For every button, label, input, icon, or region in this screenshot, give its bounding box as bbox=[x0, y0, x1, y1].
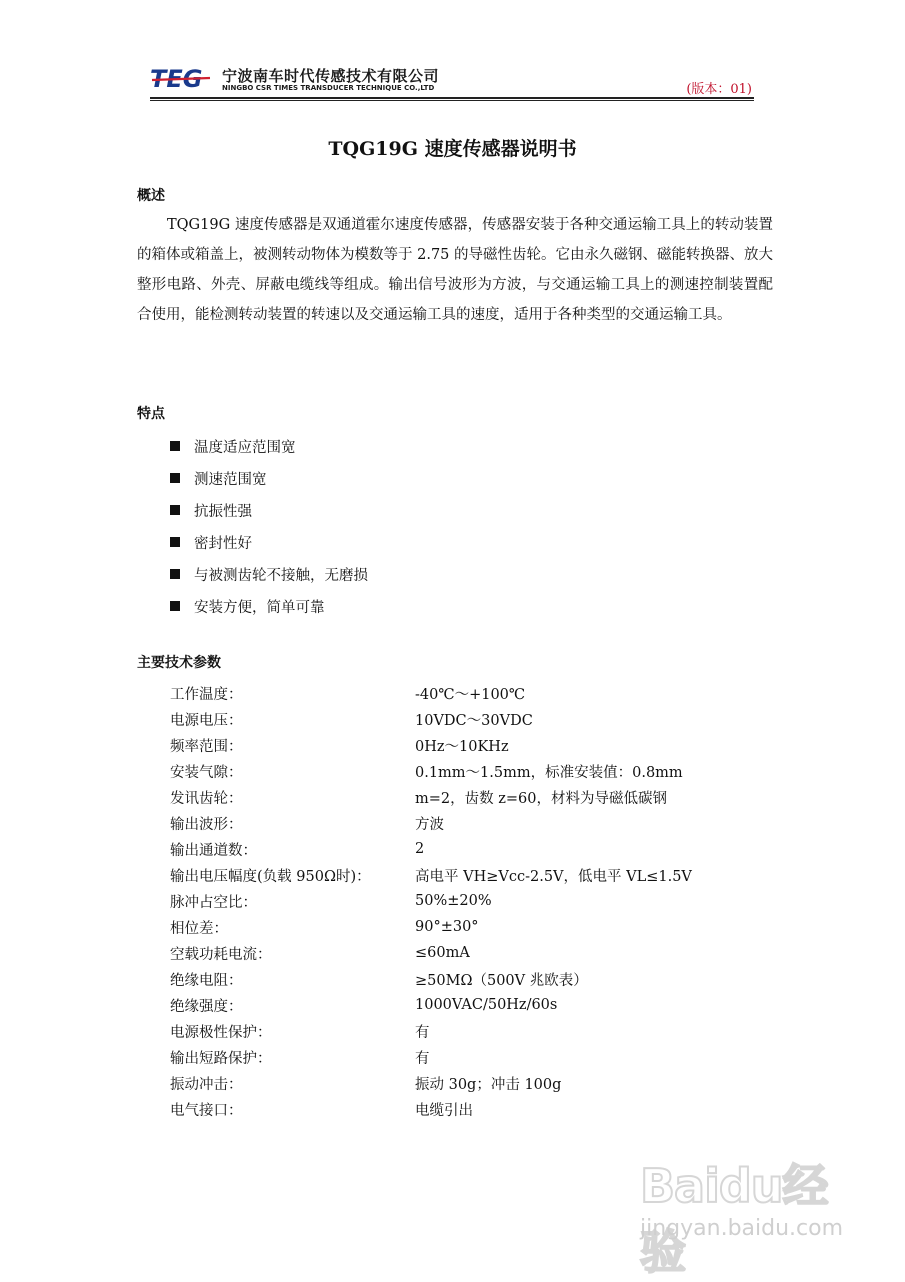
parameter-row bbox=[170, 1018, 692, 1044]
parameter-label: 工作温度： bbox=[170, 686, 243, 703]
parameter-label: 发讯齿轮： bbox=[170, 790, 243, 807]
bullet-square-icon bbox=[170, 441, 180, 451]
bullet-square-icon bbox=[170, 569, 180, 579]
watermark-brand: Baidu经验 bbox=[640, 1159, 828, 1279]
parameter-value: 90°±30° bbox=[415, 919, 479, 935]
parameter-value: 50%±20% bbox=[415, 893, 492, 909]
parameter-label: 安装气隙： bbox=[170, 764, 243, 781]
parameter-label: 输出通道数： bbox=[170, 842, 257, 859]
feature-text: 安装方便，简单可靠 bbox=[194, 599, 325, 616]
parameter-label: 绝缘强度： bbox=[170, 998, 243, 1015]
feature-text: 温度适应范围宽 bbox=[194, 439, 296, 456]
parameter-value: 方波 bbox=[415, 816, 444, 833]
bullet-square-icon bbox=[170, 537, 180, 547]
company-name-cn: 宁波南车时代传感技术有限公司 bbox=[222, 67, 440, 85]
parameter-table bbox=[170, 680, 692, 1122]
parameter-row bbox=[170, 888, 692, 914]
watermark-url: jingyan.baidu.com bbox=[640, 1216, 844, 1241]
feature-item bbox=[170, 430, 368, 462]
parameter-row bbox=[170, 992, 692, 1018]
document-header bbox=[150, 62, 754, 98]
bullet-square-icon bbox=[170, 473, 180, 483]
parameter-value: 高电平 VH≥Vcc-2.5V，低电平 VL≤1.5V bbox=[415, 868, 692, 885]
feature-item bbox=[170, 494, 368, 526]
parameter-label: 空载功耗电流： bbox=[170, 946, 272, 963]
header-divider-thin bbox=[150, 100, 754, 101]
company-name-en: NINGBO CSR TIMES TRANSDUCER TECHNIQUE CO.,LTD bbox=[222, 84, 435, 92]
parameter-row bbox=[170, 836, 692, 862]
parameter-row bbox=[170, 1070, 692, 1096]
parameter-value: -40℃～+100℃ bbox=[415, 686, 526, 703]
feature-list bbox=[170, 430, 368, 622]
parameter-label: 相位差： bbox=[170, 920, 228, 937]
parameter-label: 输出波形： bbox=[170, 816, 243, 833]
parameter-value: 2 bbox=[415, 841, 425, 857]
version-label: (版本：01) bbox=[686, 82, 752, 97]
parameter-label: 频率范围： bbox=[170, 738, 243, 755]
parameter-row bbox=[170, 1096, 692, 1122]
parameter-value: 0.1mm～1.5mm，标准安装值：0.8mm bbox=[415, 764, 683, 781]
parameter-row bbox=[170, 914, 692, 940]
parameter-label: 输出电压幅度(负载 950Ω时)： bbox=[170, 868, 371, 885]
parameter-row bbox=[170, 810, 692, 836]
parameter-row bbox=[170, 862, 692, 888]
parameter-value: 振动 30g；冲击 100g bbox=[415, 1076, 562, 1093]
parameter-value: ≤60mA bbox=[415, 945, 470, 961]
params-heading: 主要技术参数 bbox=[137, 655, 221, 671]
feature-item bbox=[170, 558, 368, 590]
parameter-row bbox=[170, 680, 692, 706]
parameter-label: 脉冲占空比： bbox=[170, 894, 257, 911]
parameter-row bbox=[170, 966, 692, 992]
parameter-value: 电缆引出 bbox=[415, 1102, 473, 1119]
feature-item bbox=[170, 462, 368, 494]
parameter-value: 0Hz～10KHz bbox=[415, 738, 509, 755]
parameter-value: 10VDC～30VDC bbox=[415, 712, 533, 729]
header-divider bbox=[150, 97, 754, 99]
parameter-label: 绝缘电阻： bbox=[170, 972, 243, 989]
feature-text: 密封性好 bbox=[194, 535, 252, 552]
logo-text: TEG bbox=[150, 66, 203, 92]
feature-text: 抗振性强 bbox=[194, 503, 252, 520]
parameter-row bbox=[170, 784, 692, 810]
baidu-watermark bbox=[640, 1150, 860, 1279]
features-heading: 特点 bbox=[137, 406, 165, 422]
feature-item bbox=[170, 526, 368, 558]
parameter-label: 电源电压： bbox=[170, 712, 243, 729]
parameter-row bbox=[170, 940, 692, 966]
overview-paragraph: TQG19G 速度传感器是双通道霍尔速度传感器，传感器安装于各种交通运输工具上的转动装置的箱体或箱盖上，被测转动物体为模数等于 2.75 的导磁性齿轮。它由永久磁钢、磁能转换器、放大整形电路、外壳、屏蔽电缆线等组成。输出信号波形为方波，与交通运输工具上的测速控制装置配合使用，能检测转动装置的转速以及交通运输工具的速度，适用于各种类型的交通运输工具。 bbox=[137, 217, 774, 323]
parameter-label: 输出短路保护： bbox=[170, 1050, 272, 1067]
parameter-value: 1000VAC/50Hz/60s bbox=[415, 997, 558, 1013]
parameter-value: 有 bbox=[415, 1024, 430, 1041]
parameter-row bbox=[170, 732, 692, 758]
parameter-value: ≥50MΩ（500V 兆欧表） bbox=[415, 972, 588, 989]
parameter-label: 振动冲击： bbox=[170, 1076, 243, 1093]
document-title: TQG19G 速度传感器说明书 bbox=[328, 138, 577, 160]
overview-heading: 概述 bbox=[137, 188, 165, 204]
parameter-value: 有 bbox=[415, 1050, 430, 1067]
feature-text: 与被测齿轮不接触，无磨损 bbox=[194, 567, 368, 584]
parameter-label: 电源极性保护： bbox=[170, 1024, 272, 1041]
parameter-row bbox=[170, 1044, 692, 1070]
teg-logo bbox=[150, 66, 218, 92]
feature-item bbox=[170, 590, 368, 622]
parameter-row bbox=[170, 758, 692, 784]
parameter-label: 电气接口： bbox=[170, 1102, 243, 1119]
bullet-square-icon bbox=[170, 601, 180, 611]
bullet-square-icon bbox=[170, 505, 180, 515]
parameter-row bbox=[170, 706, 692, 732]
parameter-value: m=2，齿数 z=60，材料为导磁低碳钢 bbox=[415, 790, 667, 807]
feature-text: 测速范围宽 bbox=[194, 471, 267, 488]
